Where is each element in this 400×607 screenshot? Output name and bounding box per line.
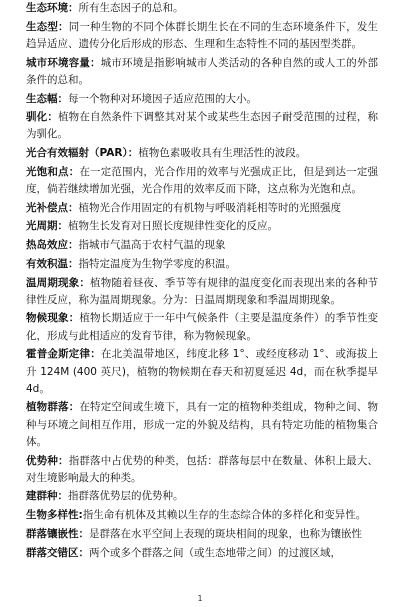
entry-0: 生态环境：所有生态因子的总和。 xyxy=(26,2,184,14)
term: 优势种 xyxy=(26,454,59,467)
term: 物候现象 xyxy=(26,312,69,325)
term: 城市环境容量 xyxy=(26,56,91,69)
definition: 在特定空间或生境下，具有一定的植物种类组成，物种之间、物种与环境之间相互作用，形成一定的外貌及结构，具有特定功能的植物集合体。 xyxy=(26,401,378,448)
definition: 在一定范围内，光合作用的效率与光强成正比，但是到达一定强度，倘若继续增加光强，光合作用的效率反而下降，这点称为光饱和点。 xyxy=(26,165,378,196)
term: 生物多样性 xyxy=(26,509,79,522)
term: 光饱和点 xyxy=(26,165,69,178)
term: 建群种 xyxy=(26,490,58,503)
term: 驯化 xyxy=(26,111,48,124)
entry-4: 驯化：植物在自然条件下调整其对某个或某些生态因子耐受范围的过程，称为驯化。 xyxy=(26,111,378,141)
term: 光周期 xyxy=(26,220,58,233)
definition: 指特定温度为生物学零度的积温。 xyxy=(78,257,236,270)
entry-12: 物候现象：植物长期适应于一年中气候条件（主要是温度条件）的季节性变化，形成与此相适应的发育节律，称为物候现象。 xyxy=(26,312,378,342)
term: 植物群落 xyxy=(26,401,69,414)
entry-16: 建群种：指群落优势层的优势种。 xyxy=(26,490,184,503)
definition: 同一种生物的不同个体群长期生长在不同的生态环境条件下，发生趋异适应、遗传分化后形成的形态、生理和生态特性不同的基因型类群。 xyxy=(26,20,378,50)
term: 有效积温 xyxy=(26,257,68,270)
entry-5: 光合有效辐射（PAR）：植物色素吸收具有生理活性的波段。 xyxy=(26,147,307,160)
definition: 所有生态因子的总和。 xyxy=(78,2,184,14)
definition: 指生命有机体及其赖以生存的生态综合体的多样化和变异性。 xyxy=(82,509,367,522)
definition: 在北美温带地区，纬度北移 1°、或经度移动 1°、或海拔上升 124M (400 英尺)，植物的物候期在春天和初夏延迟 4d，而在秋季提早 4d。 xyxy=(26,348,379,395)
definition: 两个或多个群落之间（或生态地带之间）的过渡区域， xyxy=(89,546,341,559)
definition: 植物在自然条件下调整其对某个或某些生态因子耐受范围的过程，称为驯化。 xyxy=(26,111,378,141)
definition: 植物色素吸收具有生理活性的波段。 xyxy=(138,147,307,160)
definition: 指群落中占优势的种类，包括：群落每层中在数量、体积上最大、对生境影响最大的种类。 xyxy=(26,454,378,484)
entry-13: 霍普金斯定律：在北美温带地区，纬度北移 1°、或经度移动 1°、或海拔上升 124M (400 英尺)，植物的物候期在春天和初夏延迟 4d，而在秋季提早 4d。 xyxy=(26,348,379,395)
definition: 植物随着昼夜、季节等有规律的温度变化而表现出来的各种节律性反应，称为温周期现象。分为：日温周期现象和季温周期现象。 xyxy=(26,276,378,306)
entry-19: 群落交错区：两个或多个群落之间（或生态地带之间）的过渡区域， xyxy=(26,546,341,559)
term: 生态幅 xyxy=(26,92,58,105)
term: 温周期现象 xyxy=(26,276,80,289)
definition: 是群落在水平空间上表现的斑块相间的现象，也称为镶嵌性 xyxy=(89,527,362,540)
term: 生态环境 xyxy=(26,2,68,14)
entry-3: 生态幅：每一个物种对环境因子适应范围的大小。 xyxy=(26,92,257,105)
glossary-list xyxy=(26,0,378,563)
term: 霍普金斯定律 xyxy=(26,348,91,361)
term: 光补偿点 xyxy=(26,201,68,214)
term: 群落镶嵌性 xyxy=(26,527,79,540)
entry-7: 光补偿点：植物光合作用固定的有机物与呼吸消耗相等时的光照强度 xyxy=(26,201,341,214)
entry-18: 群落镶嵌性：是群落在水平空间上表现的斑块相间的现象，也称为镶嵌性 xyxy=(26,527,362,540)
definition: 指群落优势层的优势种。 xyxy=(68,490,184,503)
definition: 指城市气温高于农村气温的现象 xyxy=(78,239,226,252)
entry-2: 城市环境容量：城市环境是指影响城市人类活动的各种自然的或人工的外部条件的总和。 xyxy=(26,56,378,86)
definition: 植物生长发育对日照长度规律性变化的反应。 xyxy=(68,220,278,233)
definition: 每一个物种对环境因子适应范围的大小。 xyxy=(68,92,257,105)
entry-6: 光饱和点：在一定范围内，光合作用的效率与光强成正比，但是到达一定强度，倘若继续增加光强，光合作用的效率反而下降，这点称为光饱和点。 xyxy=(26,165,378,196)
entry-15: 优势种：指群落中占优势的种类，包括：群落每层中在数量、体积上最大、对生境影响最大的种类。 xyxy=(26,454,378,484)
entry-8: 光周期：植物生长发育对日照长度规律性变化的反应。 xyxy=(26,220,278,233)
entry-1: 生态型：同一种生物的不同个体群长期生长在不同的生态环境条件下，发生趋异适应、遗传分化后形成的形态、生理和生态特性不同的基因型类群。 xyxy=(26,20,378,50)
entry-14: 植物群落：在特定空间或生境下，具有一定的植物种类组成，物种之间、物种与环境之间相互作用，形成一定的外貌及结构，具有特定功能的植物集合体。 xyxy=(26,401,378,448)
entry-17: 生物多样性:指生命有机体及其赖以生存的生态综合体的多样化和变异性。 xyxy=(26,509,367,522)
page-number: 1 xyxy=(197,594,203,603)
entry-9: 热岛效应：指城市气温高于农村气温的现象 xyxy=(26,239,226,252)
term: 生态型 xyxy=(26,20,59,33)
definition: 植物光合作用固定的有机物与呼吸消耗相等时的光照强度 xyxy=(78,201,341,214)
term: 热岛效应 xyxy=(26,239,68,252)
entry-11: 温周期现象：植物随着昼夜、季节等有规律的温度变化而表现出来的各种节律性反应，称为温周期现象。分为：日温周期现象和季温周期现象。 xyxy=(26,276,378,306)
definition: 城市环境是指影响城市人类活动的各种自然的或人工的外部条件的总和。 xyxy=(26,56,378,86)
term: 群落交错区 xyxy=(26,546,79,559)
entry-10: 有效积温：指特定温度为生物学零度的积温。 xyxy=(26,257,236,270)
term: 光合有效辐射（PAR） xyxy=(26,147,128,160)
definition: 植物长期适应于一年中气候条件（主要是温度条件）的季节性变化，形成与此相适应的发育节律，称为物候现象。 xyxy=(26,312,378,342)
